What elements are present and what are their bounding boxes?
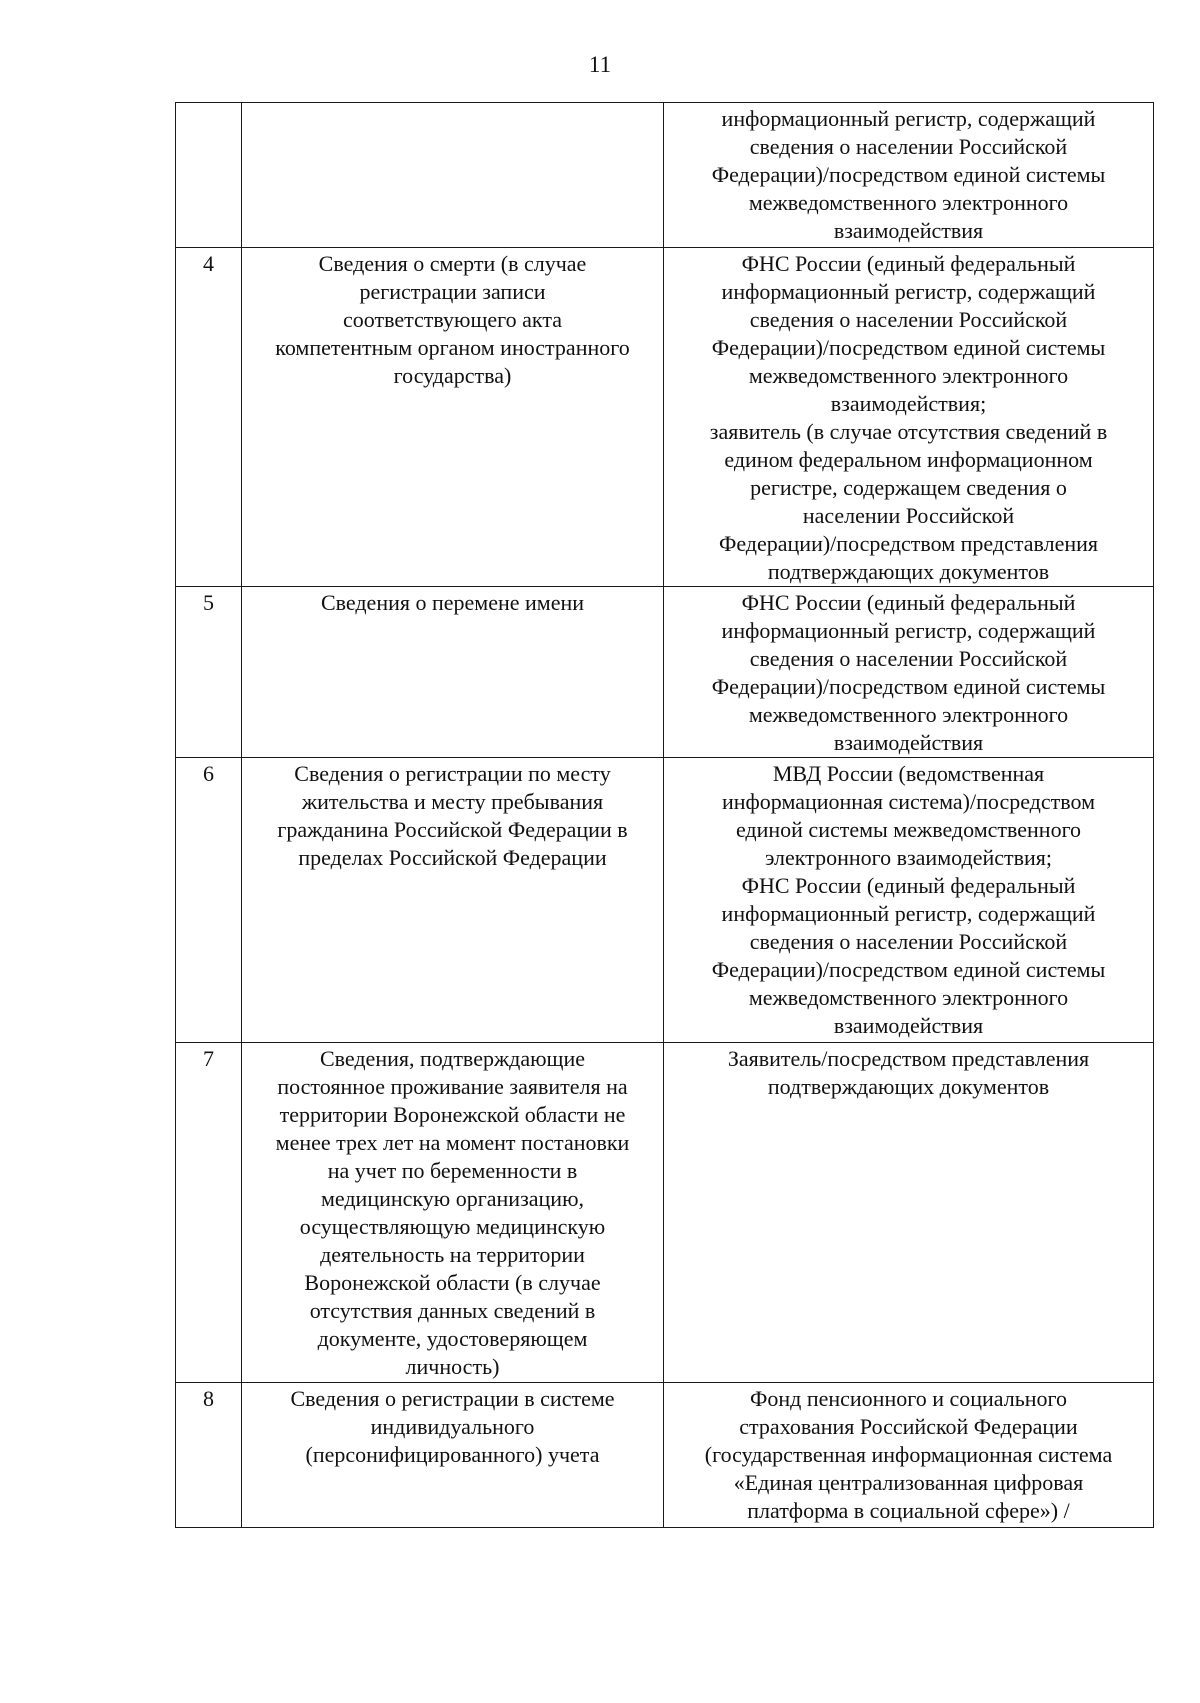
page-number: 11 [588, 52, 612, 77]
row-number: 4 [176, 248, 242, 587]
table-row [176, 1383, 1154, 1528]
row-number: 6 [176, 758, 242, 1043]
table-row [176, 248, 1154, 587]
source-cell: Заявитель/посредством представления подтверждающих документов [664, 1043, 1154, 1383]
info-cell: Сведения о смерти (в случае регистрации записи соответствующего акта компетентным органом иностранного государства) [242, 248, 664, 587]
info-cell: Сведения, подтверждающие постоянное проживание заявителя на территории Воронежской области не менее трех лет на момент постановки на учет по беременности в медицинскую организацию, осуществляющую медицинскую деятельность на территории Воронежской области (в случае отсутствия данных сведений в документе, удостоверяющем личность) [242, 1043, 664, 1383]
table-row [176, 1043, 1154, 1383]
source-cell: ФНС России (единый федеральный информационный регистр, содержащий сведения о населении Российской Федерации)/посредством единой системы межведомственного электронного взаимодействия [664, 587, 1154, 758]
info-cell: Сведения о регистрации в системе индивидуального (персонифицированного) учета [242, 1383, 664, 1528]
row-number: 5 [176, 587, 242, 758]
document-table [175, 102, 1154, 1528]
source-cell: ФНС России (единый федеральный информационный регистр, содержащий сведения о населении Российской Федерации)/посредством единой системы межведомственного электронного взаимодействия; заявитель (в случае отсутствия сведений в едином федеральном информационном регистре, содержащем сведения о населении Российской Федерации)/посредством представления подтверждающих документов [664, 248, 1154, 587]
table-row [176, 103, 1154, 248]
table-row [176, 587, 1154, 758]
source-cell: информационный регистр, содержащий сведения о населении Российской Федерации)/посредством единой системы межведомственного электронного взаимодействия [664, 103, 1154, 248]
row-number: 7 [176, 1043, 242, 1383]
info-cell [242, 103, 664, 248]
row-number [176, 103, 242, 248]
info-cell: Сведения о перемене имени [242, 587, 664, 758]
source-cell: МВД России (ведомственная информационная система)/посредством единой системы межведомственного электронного взаимодействия; ФНС России (единый федеральный информационный регистр, содержащий сведения о населении Российской Федерации)/посредством единой системы межведомственного электронного взаимодействия [664, 758, 1154, 1043]
table-row [176, 758, 1154, 1043]
info-cell: Сведения о регистрации по месту жительства и месту пребывания гражданина Российской Федерации в пределах Российской Федерации [242, 758, 664, 1043]
source-cell: Фонд пенсионного и социального страхования Российской Федерации (государственная информационная система «Единая централизованная цифровая платформа в социальной сфере») / [664, 1383, 1154, 1528]
row-number: 8 [176, 1383, 242, 1528]
